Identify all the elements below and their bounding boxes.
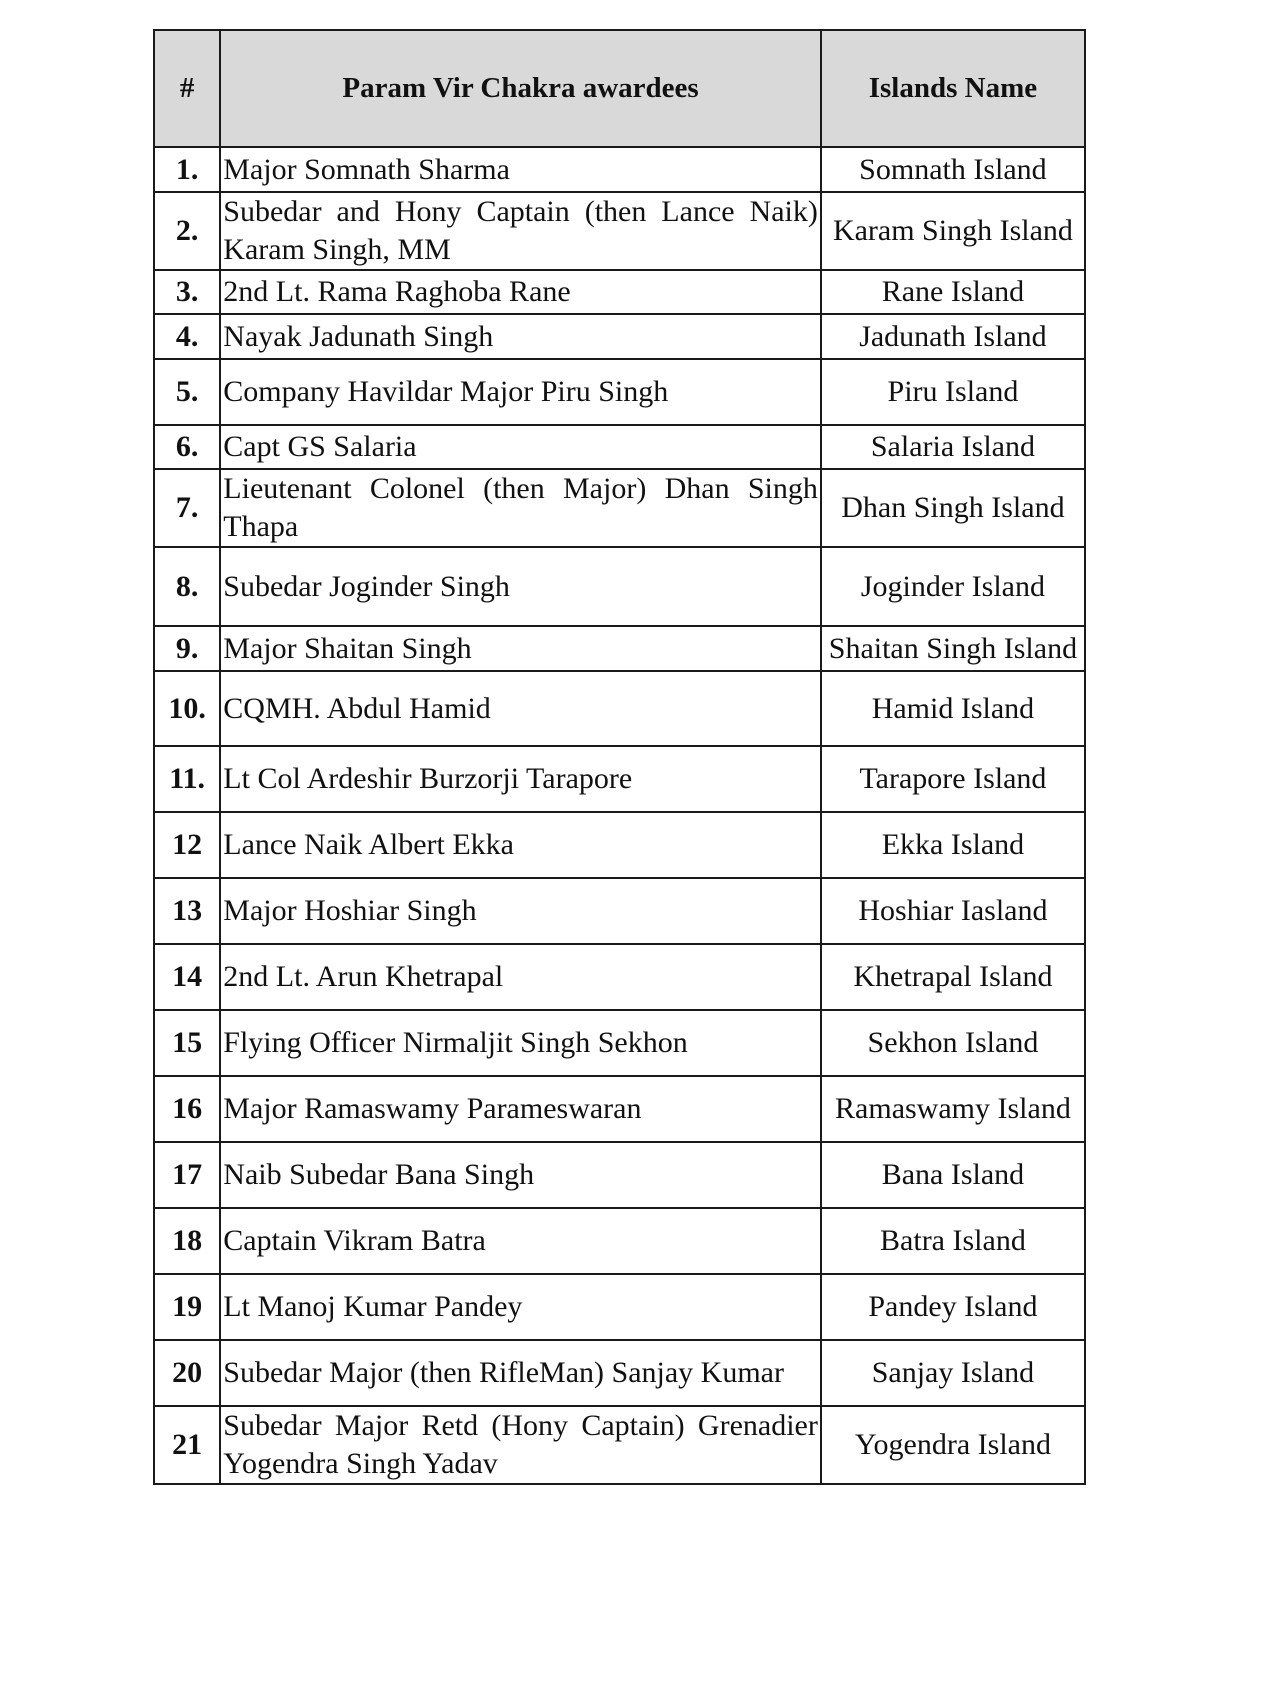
island-name: Piru Island bbox=[821, 359, 1085, 425]
awardee-name: Lt Manoj Kumar Pandey bbox=[220, 1274, 821, 1340]
row-number: 1. bbox=[154, 147, 220, 192]
island-name: Salaria Island bbox=[821, 425, 1085, 469]
awardee-name: Subedar Major Retd (Hony Captain) Grenadier Yogendra Singh Yadav bbox=[220, 1406, 821, 1484]
row-number: 9. bbox=[154, 626, 220, 671]
table-row bbox=[154, 359, 1085, 425]
awardee-name: Subedar Major (then RifleMan) Sanjay Kumar bbox=[220, 1340, 821, 1406]
awardee-name: Lance Naik Albert Ekka bbox=[220, 812, 821, 878]
row-number: 4. bbox=[154, 314, 220, 359]
row-number: 17 bbox=[154, 1142, 220, 1208]
island-name: Jadunath Island bbox=[821, 314, 1085, 359]
island-name: Shaitan Singh Island bbox=[821, 626, 1085, 671]
table-row bbox=[154, 1274, 1085, 1340]
island-name: Pandey Island bbox=[821, 1274, 1085, 1340]
table-row bbox=[154, 314, 1085, 359]
row-number: 8. bbox=[154, 547, 220, 626]
table-row bbox=[154, 1142, 1085, 1208]
header-awardees: Param Vir Chakra awardees bbox=[220, 30, 821, 147]
row-number: 20 bbox=[154, 1340, 220, 1406]
awardee-name: Major Hoshiar Singh bbox=[220, 878, 821, 944]
table-row bbox=[154, 626, 1085, 671]
row-number: 14 bbox=[154, 944, 220, 1010]
row-number: 16 bbox=[154, 1076, 220, 1142]
awardee-name: Subedar Joginder Singh bbox=[220, 547, 821, 626]
island-name: Sanjay Island bbox=[821, 1340, 1085, 1406]
awardee-name: Capt GS Salaria bbox=[220, 425, 821, 469]
row-number: 11. bbox=[154, 746, 220, 812]
row-number: 3. bbox=[154, 270, 220, 314]
table-row bbox=[154, 812, 1085, 878]
awardees-islands-table bbox=[153, 29, 1086, 1485]
header-number: # bbox=[154, 30, 220, 147]
island-name: Ekka Island bbox=[821, 812, 1085, 878]
table-row bbox=[154, 147, 1085, 192]
row-number: 13 bbox=[154, 878, 220, 944]
island-name: Ramaswamy Island bbox=[821, 1076, 1085, 1142]
table-row bbox=[154, 1406, 1085, 1484]
table-row bbox=[154, 270, 1085, 314]
table-row bbox=[154, 671, 1085, 746]
awardee-name: Lt Col Ardeshir Burzorji Tarapore bbox=[220, 746, 821, 812]
island-name: Yogendra Island bbox=[821, 1406, 1085, 1484]
table-row bbox=[154, 878, 1085, 944]
header-islands-name: Islands Name bbox=[821, 30, 1085, 147]
awardee-name: Naib Subedar Bana Singh bbox=[220, 1142, 821, 1208]
row-number: 7. bbox=[154, 469, 220, 547]
awardee-name: Major Ramaswamy Parameswaran bbox=[220, 1076, 821, 1142]
row-number: 19 bbox=[154, 1274, 220, 1340]
awardee-name: Captain Vikram Batra bbox=[220, 1208, 821, 1274]
table-row bbox=[154, 944, 1085, 1010]
awardee-name: Lieutenant Colonel (then Major) Dhan Singh Thapa bbox=[220, 469, 821, 547]
awardee-name: Major Somnath Sharma bbox=[220, 147, 821, 192]
island-name: Batra Island bbox=[821, 1208, 1085, 1274]
table-row bbox=[154, 1208, 1085, 1274]
row-number: 15 bbox=[154, 1010, 220, 1076]
island-name: Hoshiar Iasland bbox=[821, 878, 1085, 944]
island-name: Khetrapal Island bbox=[821, 944, 1085, 1010]
awardee-name: Nayak Jadunath Singh bbox=[220, 314, 821, 359]
awardee-name: CQMH. Abdul Hamid bbox=[220, 671, 821, 746]
island-name: Rane Island bbox=[821, 270, 1085, 314]
island-name: Dhan Singh Island bbox=[821, 469, 1085, 547]
table-row bbox=[154, 547, 1085, 626]
table-row bbox=[154, 469, 1085, 547]
awardee-name: Major Shaitan Singh bbox=[220, 626, 821, 671]
row-number: 5. bbox=[154, 359, 220, 425]
awardee-name: 2nd Lt. Arun Khetrapal bbox=[220, 944, 821, 1010]
table-row bbox=[154, 746, 1085, 812]
row-number: 12 bbox=[154, 812, 220, 878]
awardee-name: Subedar and Hony Captain (then Lance Naik) Karam Singh, MM bbox=[220, 192, 821, 270]
awardee-name: Company Havildar Major Piru Singh bbox=[220, 359, 821, 425]
row-number: 10. bbox=[154, 671, 220, 746]
table-header-row bbox=[154, 30, 1085, 147]
row-number: 6. bbox=[154, 425, 220, 469]
island-name: Bana Island bbox=[821, 1142, 1085, 1208]
table-row bbox=[154, 1076, 1085, 1142]
row-number: 21 bbox=[154, 1406, 220, 1484]
island-name: Somnath Island bbox=[821, 147, 1085, 192]
row-number: 2. bbox=[154, 192, 220, 270]
awardee-name: 2nd Lt. Rama Raghoba Rane bbox=[220, 270, 821, 314]
table-row bbox=[154, 1340, 1085, 1406]
island-name: Karam Singh Island bbox=[821, 192, 1085, 270]
island-name: Tarapore Island bbox=[821, 746, 1085, 812]
island-name: Hamid Island bbox=[821, 671, 1085, 746]
row-number: 18 bbox=[154, 1208, 220, 1274]
table-row bbox=[154, 1010, 1085, 1076]
table-row bbox=[154, 425, 1085, 469]
island-name: Sekhon Island bbox=[821, 1010, 1085, 1076]
awardee-name: Flying Officer Nirmaljit Singh Sekhon bbox=[220, 1010, 821, 1076]
island-name: Joginder Island bbox=[821, 547, 1085, 626]
table-row bbox=[154, 192, 1085, 270]
